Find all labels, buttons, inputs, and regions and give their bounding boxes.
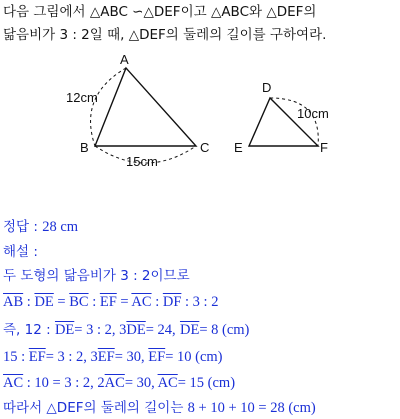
vertex-d-label: D (262, 80, 272, 95)
similar-triangles-figure (0, 52, 400, 182)
step-de-mid1: = 3 : 2, 3 (74, 322, 127, 338)
correspondence-line: $\overline{AB}$ : $\overline{DE} = \overline{BC}$ : $\overline{EF} = \overline{AC}$ : $\overline{DF}$ : 3 : 2 (3, 294, 219, 310)
segment-df: $\overline{DF}$ (162, 294, 182, 310)
question-line-2: 닮음비가 3 : 2일 때, △DEF의 둘레의 길이를 구하여라. (3, 27, 327, 43)
segment-de: $\overline{DE}$ (179, 322, 200, 338)
conclusion-prefix: 따라서 △DEF의 둘레의 길이는 (3, 400, 184, 416)
step-de-prefix: 즉, 12 : (3, 322, 51, 338)
step-ef-result: = 10 (cm) (165, 349, 223, 365)
step-de-result: = 8 (cm) (199, 322, 250, 338)
explanation-line-1: 두 도형의 닮음비가 3 : 2이므로 (3, 268, 190, 284)
segment-de: $\overline{DE}$ (34, 294, 54, 310)
segment-bc: $\overline{BC}$ (69, 294, 89, 310)
segment-ab: $\overline{AB}$ (3, 294, 24, 310)
vertex-f-label: F (320, 140, 328, 155)
step-ac-line (3, 373, 235, 393)
vertex-a-label: A (120, 52, 129, 67)
segment-de: $\overline{DE}$ (54, 322, 75, 338)
vertex-c-label: C (200, 140, 210, 155)
vertex-b-label: B (80, 140, 89, 155)
step-ef-line (3, 347, 223, 367)
step-de-mid2: = 24, (145, 322, 176, 338)
segment-ef: $\overline{EF}$ (28, 349, 46, 365)
ratio-value: : 3 : 2 (185, 294, 219, 310)
segment-ac: $\overline{AC}$ (104, 375, 125, 391)
step-ef-mid1: = 3 : 2, 3 (45, 349, 98, 365)
question-line-1: 다음 그림에서 △ABC ∽△DEF이고 △ABC와 △DEF의 (3, 4, 317, 20)
side-bc-label: 15cm (126, 154, 158, 169)
segment-ef: $\overline{EF}$ (148, 349, 166, 365)
answer-value: 28 cm (42, 219, 79, 235)
step-ac-result: = 15 (cm) (177, 375, 236, 391)
segment-ac: $\overline{AC}$ (131, 294, 152, 310)
step-de-line (3, 320, 249, 340)
answer-label: 정답 : (3, 219, 38, 235)
side-ab-label: 12cm (66, 90, 98, 105)
step-ac-mid1: : 10 = 3 : 2, 2 (26, 375, 105, 391)
segment-ac: $\overline{AC}$ (157, 375, 178, 391)
segment-ac: $\overline{AC}$ (3, 375, 24, 391)
segment-de: $\overline{DE}$ (126, 322, 146, 338)
segment-ef: $\overline{EF}$ (97, 349, 115, 365)
conclusion-line (3, 398, 316, 418)
segment-ef: $\overline{EF}$ (99, 294, 117, 310)
side-df-label: 10cm (297, 106, 329, 121)
step-ef-mid2: = 30, (114, 349, 145, 365)
explanation-label: 해설 : (3, 244, 38, 260)
step-ef-prefix: 15 : (3, 349, 26, 365)
answer-line (3, 217, 78, 237)
step-ac-mid2: = 30, (124, 375, 155, 391)
vertex-e-label: E (234, 140, 243, 155)
conclusion-expression: 8 + 10 + 10 = 28 (cm) (187, 400, 316, 416)
